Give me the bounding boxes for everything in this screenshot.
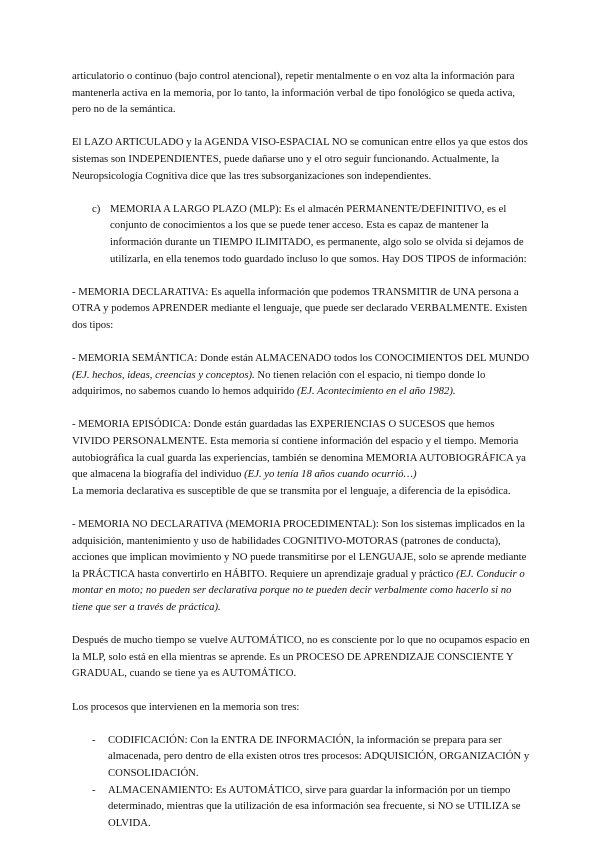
item-text: MEMORIA A LARGO PLAZO (MLP): Es el almacén PERMANENTE/DEFINITIVO, es el conjunto de conocimientos a los que se puede tener acceso. Esta es capaz de mantener la información durante un TIEMPO ILIMITADO, es permanente, algo solo se olvida si dejamos de utilizarla, en ella tenemos todo guardado incluso lo que somos. Hay DOS TIPOS de información: [110, 202, 527, 265]
paragraph-memoria-declarativa: - MEMORIA DECLARATIVA: Es aquella información que podemos TRANSMITIR de UNA persona a OTRA y podemos APRENDER mediante el lenguaje, que puede ser declarado VERBALMENTE. Existen dos tipos: [72, 285, 528, 331]
list-item-codificacion [72, 732, 534, 782]
example-text: (EJ. Acontecimiento en el año 1982). [297, 385, 456, 398]
list-marker: - [92, 783, 96, 796]
text-run: No tienen relación con el espacio, ni tiempo donde lo adquirimos, no sabemos cuando lo hemos adquirido [72, 368, 486, 398]
paragraph-articulatorio: articulatorio o continuo (bajo control atencional), repetir mentalmente o en voz alta la información para mantenerla activa en la memoria, por lo tanto, la información verbal de tipo fonológico se queda activa, pero no de la semántica. [72, 70, 516, 116]
paragraph-procesos: Los procesos que intervienen en la memoria son tres: [72, 700, 300, 713]
document-page [72, 68, 534, 831]
text-run: - MEMORIA EPISÓDICA: Donde están guardadas las EXPERIENCIAS O SUCESOS que hemos VIVIDO PERSONALMENTE. Esta memoria sí contiene información del espacio y el tiempo. Memoria autobiográfica la cual guarda las experiencias, también se denomina MEMORIA AUTOBIOGRÁFICA ya que almacena la biografía del individuo [72, 418, 526, 481]
item-text: CODIFICACIÓN: Con la ENTRA DE INFORMACIÓN, la información se prepara para ser almacenada, pero dentro de ella existen otros tres procesos: ADQUISICIÓN, ORGANIZACIÓN y CONSOLIDACIÓN. [108, 733, 530, 779]
list-marker: - [92, 733, 96, 746]
paragraph-automatico: Después de mucho tiempo se vuelve AUTOMÁTICO, no es consciente por lo que no ocupamos espacio en la MLP, solo está en ella mientras se aprende. Es un PROCESO DE APRENDIZAJE CONSCIENTE Y GRADUAL, cuando se tiene ya es AUTOMÁTICO. [72, 634, 530, 680]
text-run: - MEMORIA NO DECLARATIVA (MEMORIA PROCEDIMENTAL): Son los sistemas implicados en la adquisición, mantenimiento y uso de habilidades COGNITIVO-MOTORAS (patrones de conducta), acciones que implican movimiento y NO puede transmitirse por el LENGUAJE, solo se aprende mediante la PRÁCTICA hasta convertirlo en HÁBITO. Requiere un aprendizaje gradual y práctico [72, 518, 527, 580]
example-text: (EJ. hechos, ideas, creencias y conceptos). [72, 368, 255, 381]
example-text: (EJ. yo tenía 18 años cuando ocurrió…) [244, 468, 417, 481]
item-text: ALMACENAMIENTO: Es AUTOMÁTICO, sirve para guardar la información por un tiempo determinado, mientras que la utilización de esa información sea frecuente, si NO se UTILIZA se OLVIDA. [108, 783, 521, 829]
paragraph-memoria-episodica [72, 416, 534, 482]
list-item-almacenamiento [72, 782, 534, 832]
paragraph-memoria-no-declarativa [72, 516, 534, 616]
example-text: (EJ. Conducir o montar en moto; no pueden ser declarativa porque no te pueden decir verbalmente como hacerlo si no tiene que ser a través de práctica). [72, 567, 525, 613]
list-marker: c) [92, 202, 101, 215]
text-run: - MEMORIA SEMÁNTICA: Donde están ALMACENADO todos los CONOCIMIENTOS DEL MUNDO [72, 352, 530, 365]
paragraph-lazo-articulado: El LAZO ARTICULADO y la AGENDA VISO-ESPACIAL NO se comunican entre ellos ya que estos dos sistemas son INDEPENDIENTES, puede dañarse uno y el otro seguir funcionando. Actualmente, la Neuropsicología Cognitiva dice que las tres subsorganizaciones son independientes. [72, 136, 528, 182]
paragraph-declarativa-note: La memoria declarativa es susceptible de que se transmita por el lenguaje, a diferencia de la episódica. [72, 484, 511, 497]
item-memoria-largo-plazo [72, 201, 534, 267]
paragraph-memoria-semantica [72, 350, 534, 400]
